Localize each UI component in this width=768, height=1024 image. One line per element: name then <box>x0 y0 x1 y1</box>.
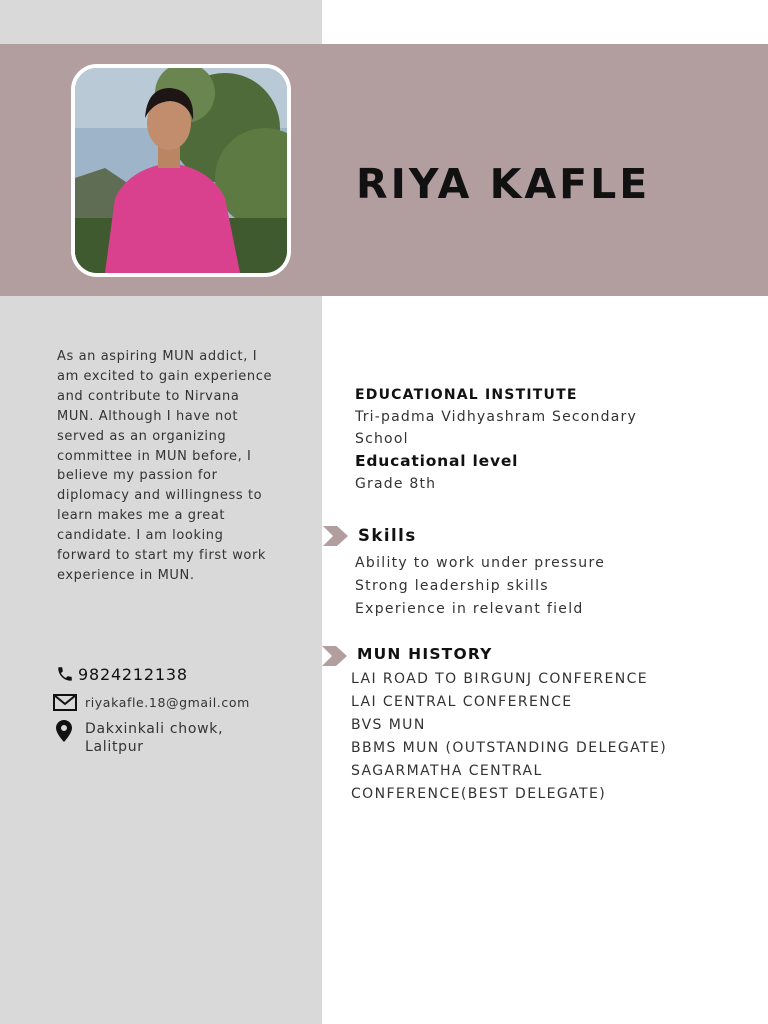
skills-list <box>355 552 605 621</box>
profile-photo <box>71 64 291 277</box>
contact-phone <box>56 665 188 687</box>
skill-item: Ability to work under pressure <box>355 555 606 571</box>
mun-history-item: LAI CENTRAL CONFERENCE <box>351 694 573 710</box>
skills-heading: Skills <box>358 526 417 545</box>
education-level-heading: Educational level <box>355 452 519 470</box>
education-level: Grade 8th <box>355 476 437 492</box>
skill-item: Strong leadership skills <box>355 578 549 594</box>
phone-number: 9824212138 <box>78 665 188 684</box>
envelope-icon <box>53 694 77 715</box>
mun-history-item: LAI ROAD TO BIRGUNJ CONFERENCE <box>351 671 649 687</box>
contact-address <box>56 720 285 756</box>
mun-history-item: BBMS MUN (OUTSTANDING DELEGATE) <box>351 740 668 756</box>
chevron-arrow-icon <box>322 646 347 670</box>
email-address: riyakafle.18@gmail.com <box>85 695 250 710</box>
education-institute: Tri-padma Vidhyashram Secondary School <box>355 409 637 447</box>
chevron-arrow-icon <box>323 526 348 550</box>
mun-history-list <box>351 668 691 806</box>
candidate-name: RIYA KAFLE <box>356 160 651 208</box>
skill-item: Experience in relevant field <box>355 601 584 617</box>
mun-history-item: BVS MUN <box>351 717 426 733</box>
contact-email <box>53 694 250 715</box>
education-institute-heading: EDUCATIONAL INSTITUTE <box>355 387 578 403</box>
map-pin-icon <box>56 720 72 746</box>
address-text: Dakxinkali chowk, Lalitpur <box>85 721 224 755</box>
phone-icon <box>56 665 74 687</box>
mun-history-item: SAGARMATHA CENTRAL CONFERENCE(BEST DELEGATE) <box>351 763 607 802</box>
mun-history-heading: MUN HISTORY <box>357 645 493 663</box>
profile-summary: As an aspiring MUN addict, I am excited to gain experience and contribute to Nirvana MUN. Although I have not served as an organizing committee in MUN before, I believe my passion for diplomacy and willingness to learn makes me a great candidate. I am looking forward to start my first work experience in MUN. <box>57 349 273 583</box>
